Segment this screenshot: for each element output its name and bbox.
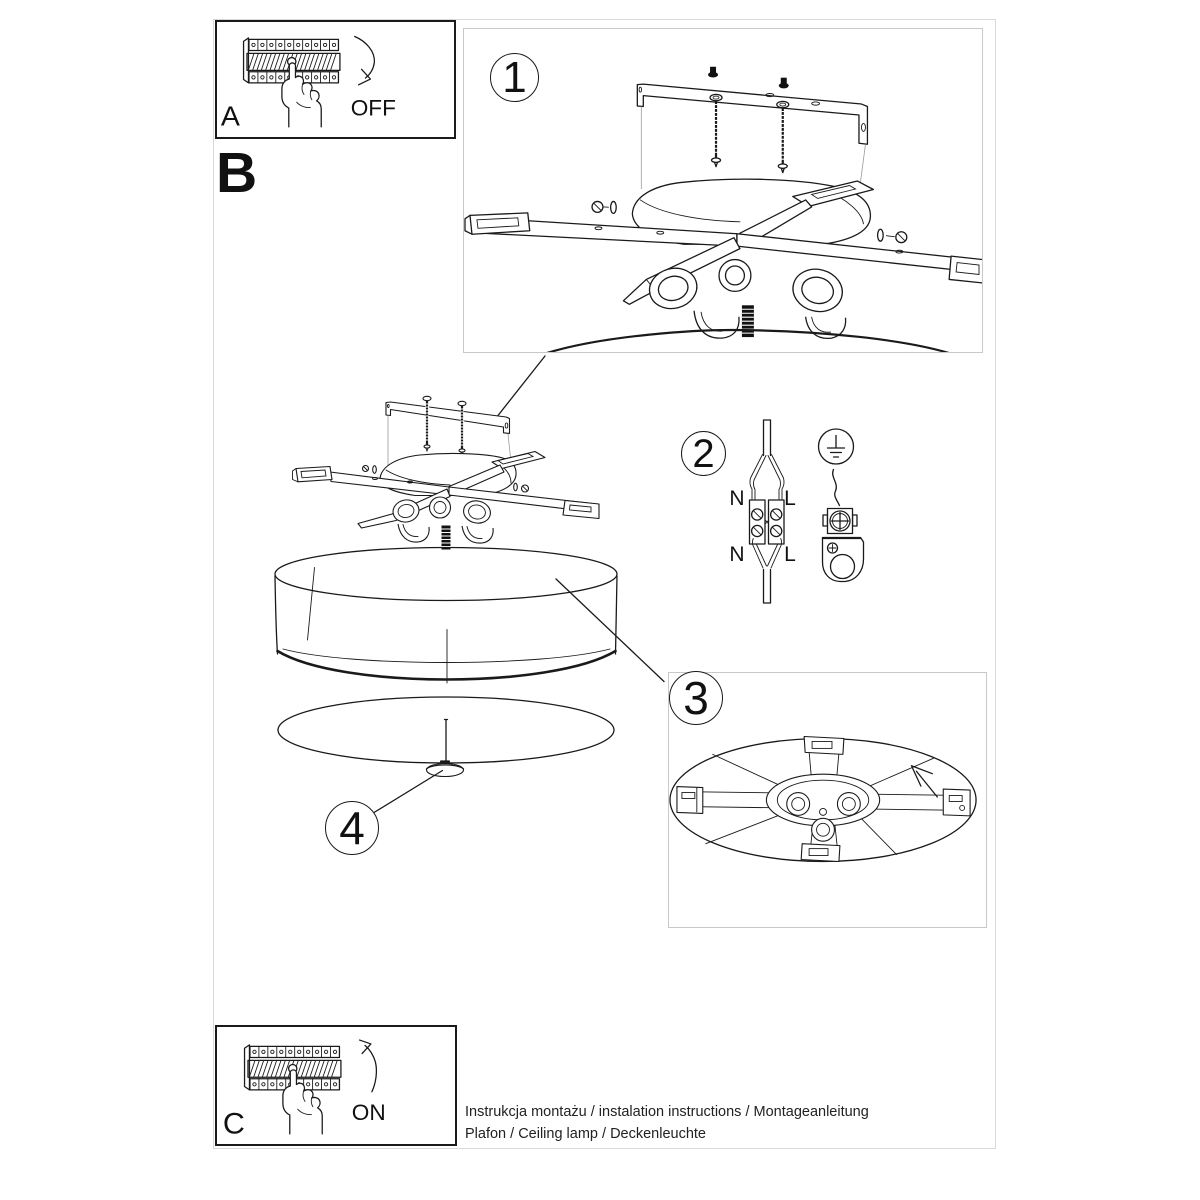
circuit-breaker-icon: [244, 38, 340, 127]
leader-line-to-step4: [374, 771, 443, 813]
leader-line-to-step1: [496, 356, 545, 418]
side-screw-right: [878, 229, 907, 242]
ground-wire: [833, 470, 840, 506]
threaded-rod: [442, 526, 451, 550]
wire-label-n-top: N: [729, 487, 745, 510]
panel-step1: [463, 28, 983, 353]
panel-a-letter: A: [220, 99, 240, 132]
mains-wire-bottom: [752, 539, 781, 604]
alignment-guide-lines: [641, 107, 865, 189]
cross-arm-right: [737, 234, 982, 284]
step-1-number: 1: [502, 52, 527, 102]
terminal-block: [750, 500, 785, 544]
panel-a-drawing: [217, 22, 454, 137]
curved-arrow-up-icon: [360, 1040, 377, 1092]
off-label: OFF: [350, 95, 396, 121]
mounting-screw: [710, 94, 722, 166]
mounting-screw: [458, 401, 466, 455]
panel-c-drawing: [217, 1027, 455, 1144]
section-b-label: B: [216, 141, 258, 205]
side-screw-left: [592, 201, 616, 213]
rotate-arrow-icon: [911, 766, 937, 797]
circuit-breaker-icon: [245, 1045, 341, 1134]
mounting-bracket: [637, 84, 867, 144]
step-3-number: 3: [683, 672, 709, 724]
side-screw-left: [363, 466, 377, 474]
panel-a-power-off: [215, 20, 456, 139]
mounting-screw: [423, 396, 431, 451]
step-2-number: 2: [692, 431, 715, 476]
side-screw-right: [514, 483, 529, 492]
mains-wire-top: [750, 420, 784, 499]
pointing-hand-icon: [282, 63, 321, 127]
threaded-rod: [742, 305, 754, 337]
curved-arrow-down-icon: [355, 36, 375, 84]
drum-lampshade: [275, 548, 617, 684]
section-b-assembly-drawing: [270, 352, 680, 880]
ground-screw-terminal: [823, 509, 857, 534]
wire-label-n-bottom: N: [729, 543, 745, 566]
panel-c-letter: C: [222, 1107, 245, 1141]
earth-ground-icon: [819, 429, 854, 464]
on-label: ON: [351, 1099, 386, 1125]
mounting-screw: [777, 101, 789, 172]
step1-exploded-drawing: [464, 29, 982, 352]
panel-c-power-on: [215, 1025, 457, 1146]
step-1-badge: [490, 53, 539, 102]
step-3-badge: [669, 671, 723, 725]
step-4-number: 4: [339, 802, 365, 854]
caption-product: Plafon / Ceiling lamp / Deckenleuchte: [465, 1126, 706, 1142]
wire-label-l-bottom: L: [784, 543, 796, 566]
caption-instructions: Instrukcja montażu / instalation instructions / Montageanleitung: [465, 1104, 869, 1120]
wire-label-l-top: L: [784, 487, 796, 510]
cap-nut-icon: [708, 67, 789, 89]
socket-hub-bottom-view: [766, 774, 879, 841]
bracket-ground-plate: [823, 538, 864, 582]
step-2-badge: [681, 431, 726, 476]
mounting-bracket: [386, 402, 510, 434]
step-4-badge: [325, 801, 379, 855]
